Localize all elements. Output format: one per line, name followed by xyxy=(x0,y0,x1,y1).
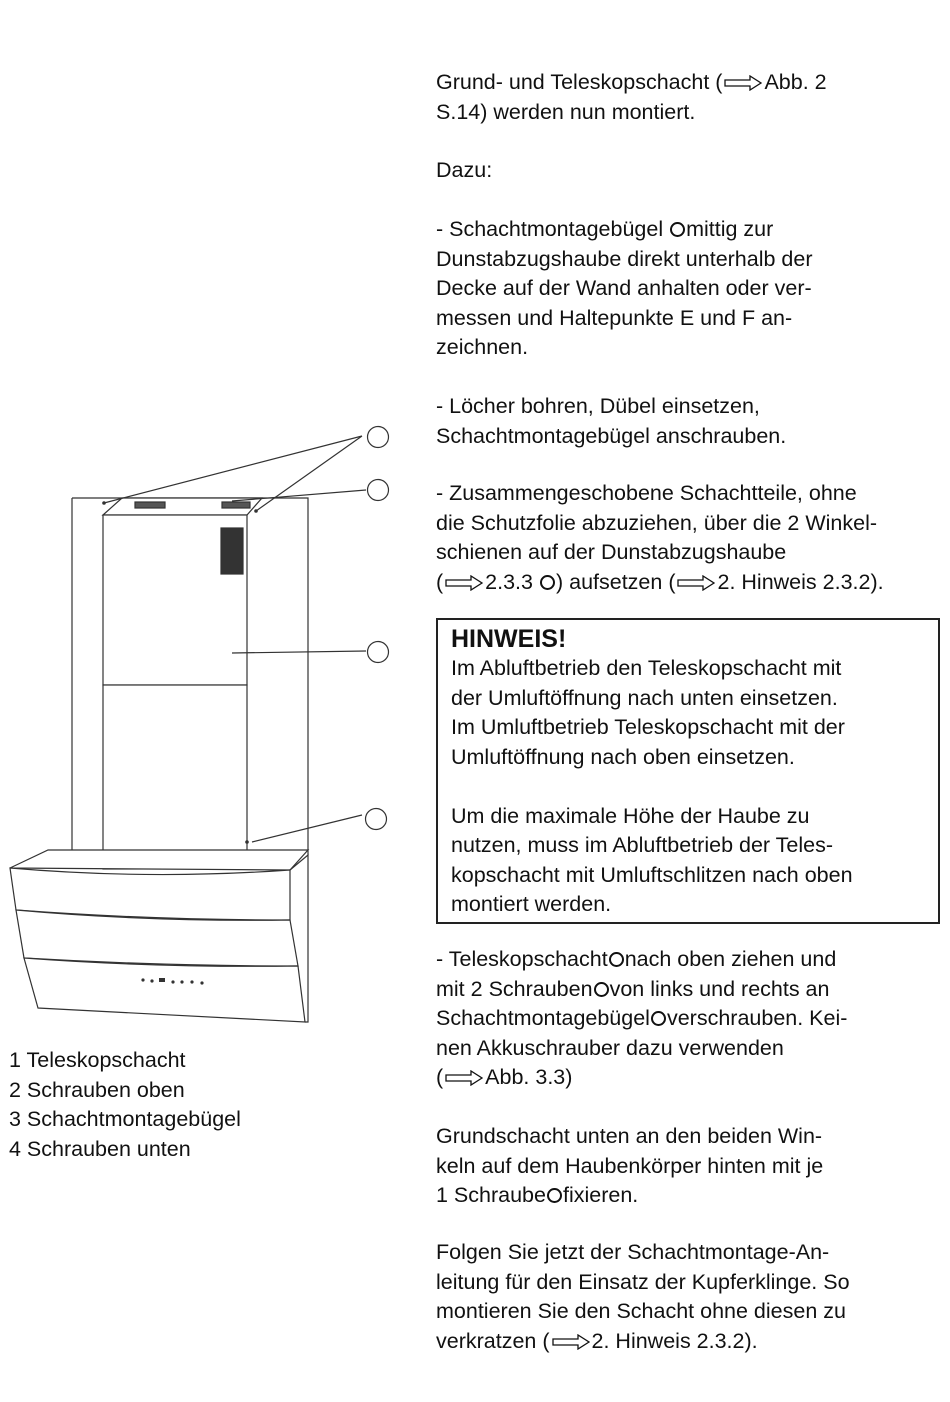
hood-illustration xyxy=(0,410,420,1030)
hinweis-line: nutzen, muss im Abluftbetrieb der Teles- xyxy=(451,833,834,857)
arrow-icon xyxy=(552,1334,590,1350)
callout-circle-icon xyxy=(540,575,555,590)
step6-line2: leitung für den Einsatz der Kupferklinge. So xyxy=(436,1269,850,1294)
step2-line1: - Löcher bohren, Dübel einsetzen, xyxy=(436,394,760,418)
step6-ref: 2. Hinweis 2.3.2). xyxy=(591,1328,758,1353)
intro-text: Grund- und Teleskopschacht ( xyxy=(436,70,723,94)
step1-text: - Schachtmontagebügel xyxy=(436,217,664,241)
step4-paragraph xyxy=(436,945,946,1093)
step4-line3: Schachtmontagebügel xyxy=(436,1006,650,1030)
step6-line4: verkratzen ( xyxy=(436,1328,550,1353)
legend-item: 4 Schrauben unten xyxy=(9,1136,191,1161)
hinweis-line: Um die maximale Höhe der Haube zu xyxy=(451,803,810,828)
step1-line4: messen und Haltepunkte E und F an- xyxy=(436,305,793,330)
hinweis-box xyxy=(436,618,940,924)
intro-ref: Abb. 2 xyxy=(764,70,827,94)
legend-item: 1 Teleskopschacht xyxy=(9,1048,186,1072)
step4-ref: Abb. 3.3) xyxy=(485,1065,573,1089)
hinweis-line: Umluftöffnung nach oben einsetzen. xyxy=(451,744,795,769)
step5-line3: 1 Schraube xyxy=(436,1183,546,1207)
intro-text-2: S.14) werden nun montiert. xyxy=(436,99,696,124)
arrow-icon xyxy=(724,75,762,91)
step2-paragraph xyxy=(436,392,946,451)
step3-line1: - Zusammengeschobene Schachtteile, ohne xyxy=(436,481,857,505)
hinweis-line: montiert werden. xyxy=(451,892,612,916)
hinweis-line: Im Abluftbetrieb den Teleskopschacht mit xyxy=(451,656,842,680)
legend-item: 2 Schrauben oben xyxy=(9,1077,185,1102)
step1-line2: Dunstabzugshaube direkt unterhalb der xyxy=(436,246,813,271)
step4-text-b: nach oben ziehen und xyxy=(624,947,837,971)
step5-paragraph xyxy=(436,1122,946,1211)
step4-line4: nen Akkuschrauber dazu verwenden xyxy=(436,1035,784,1060)
step1-paragraph xyxy=(436,215,946,363)
step4-text: - Teleskopschacht xyxy=(436,947,608,971)
step2-line2: Schachtmontagebügel anschrauben. xyxy=(436,423,787,448)
step1-text-b: mittig zur xyxy=(686,217,774,241)
dazu-text: Dazu: xyxy=(436,158,493,182)
callout-circle-icon xyxy=(670,222,685,237)
hinweis-line: Im Umluftbetrieb Teleskopschacht mit der xyxy=(451,715,845,739)
step3-ref-2: 2. Hinweis 2.3.2). xyxy=(717,569,884,594)
step4-line2-b: von links und rechts an xyxy=(609,976,830,1001)
step3-line3: schienen auf der Dunstabzugshaube xyxy=(436,540,787,564)
step3-paragraph xyxy=(436,479,946,597)
step4-line2: mit 2 Schrauben xyxy=(436,976,593,1001)
intro-paragraph xyxy=(436,68,946,127)
arrow-icon xyxy=(445,575,483,591)
legend-item: 3 Schachtmontagebügel xyxy=(9,1107,241,1131)
callout-circle-icon xyxy=(609,952,624,967)
step1-line3: Decke auf der Wand anhalten oder ver- xyxy=(436,276,812,300)
step5-line2: keln auf dem Haubenkörper hinten mit je xyxy=(436,1153,824,1178)
step3-paren: ( xyxy=(436,569,444,594)
dazu-label xyxy=(436,156,946,186)
step5-line1: Grundschacht unten an den beiden Win- xyxy=(436,1124,823,1148)
step1-line5: zeichnen. xyxy=(436,335,529,359)
step4-paren: ( xyxy=(436,1065,444,1089)
arrow-icon xyxy=(677,575,715,591)
figure-legend xyxy=(9,1046,241,1164)
hinweis-line: kopschacht mit Umluftschlitzen nach oben xyxy=(451,862,853,887)
arrow-icon xyxy=(445,1070,483,1086)
callout-circle-icon xyxy=(594,982,609,997)
hinweis-line: der Umluftöffnung nach unten einsetzen. xyxy=(451,685,838,710)
callout-circle-icon xyxy=(651,1011,666,1026)
step3-text-c: ) aufsetzen ( xyxy=(555,569,676,594)
hinweis-spacer xyxy=(451,772,938,802)
step6-paragraph xyxy=(436,1238,946,1356)
step6-line1: Folgen Sie jetzt der Schachtmontage-An- xyxy=(436,1240,830,1264)
hinweis-title: HINWEIS! xyxy=(451,625,567,653)
callout-circle-icon xyxy=(547,1188,562,1203)
step3-line2: die Schutzfolie abzuziehen, über die 2 Winkel- xyxy=(436,510,878,535)
step5-line3-b: fixieren. xyxy=(562,1183,639,1207)
step4-line3-b: verschrauben. Kei- xyxy=(666,1006,848,1030)
step6-line3: montieren Sie den Schacht ohne diesen zu xyxy=(436,1299,846,1323)
step3-ref: 2.3.3 xyxy=(485,569,533,594)
